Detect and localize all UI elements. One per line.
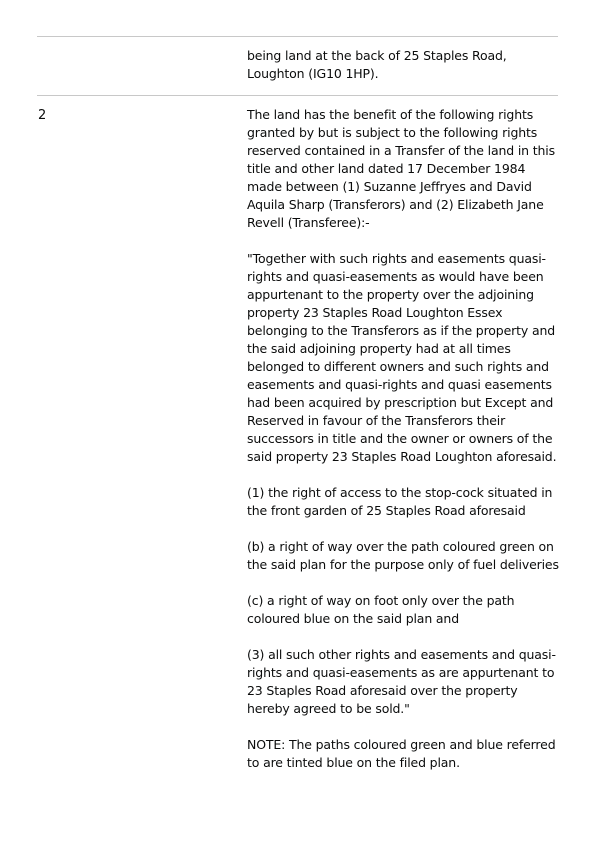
entry-paragraph-quote: "Together with such rights and easements quasi-rights and quasi-easements as would have been appurtenant to the property over the adjoining property 23 Staples Road Loughton Essex belonging to the Transferors as if the property and the said adjoining property had at all times belonged to different owners and such rights and easements and quasi-rights and quasi easements had been acquired by prescription but Except and Reserved in favour of the Transferors their successors in title and the owner or owners of the said property 23 Staples Road Loughton aforesaid. bbox=[247, 251, 557, 464]
entry-paragraph-stop-cock: (1) the right of access to the stop-cock situated in the front garden of 25 Staples Road aforesaid bbox=[247, 485, 553, 518]
entry-paragraph-green-path: (b) a right of way over the path coloured green on the said plan for the purpose only of fuel deliveries bbox=[247, 539, 559, 572]
top-divider bbox=[37, 36, 558, 37]
entry-text bbox=[247, 106, 559, 790]
previous-entry-continuation bbox=[247, 47, 559, 101]
entry-paragraph-note: NOTE: The paths coloured green and blue referred to are tinted blue on the filed plan. bbox=[247, 737, 556, 770]
entry-divider bbox=[37, 95, 558, 96]
entry-number: 2 bbox=[38, 108, 47, 123]
entry-paragraph-blue-path: (c) a right of way on foot only over the path coloured blue on the said plan and bbox=[247, 593, 515, 626]
entry-paragraph-intro: The land has the benefit of the following rights granted by but is subject to the following rights reserved contained in a Transfer of the land in this title and other land dated 17 December 1984 made between (1) Suzanne Jeffryes and David Aquila Sharp (Transferors) and (2) Elizabeth Jane Revell (Transferee):- bbox=[247, 107, 555, 230]
continuation-text: being land at the back of 25 Staples Road, Loughton (IG10 1HP). bbox=[247, 48, 507, 81]
entry-paragraph-other-rights: (3) all such other rights and easements and quasi-rights and quasi-easements as are appurtenant to 23 Staples Road aforesaid over the property hereby agreed to be sold." bbox=[247, 647, 556, 716]
